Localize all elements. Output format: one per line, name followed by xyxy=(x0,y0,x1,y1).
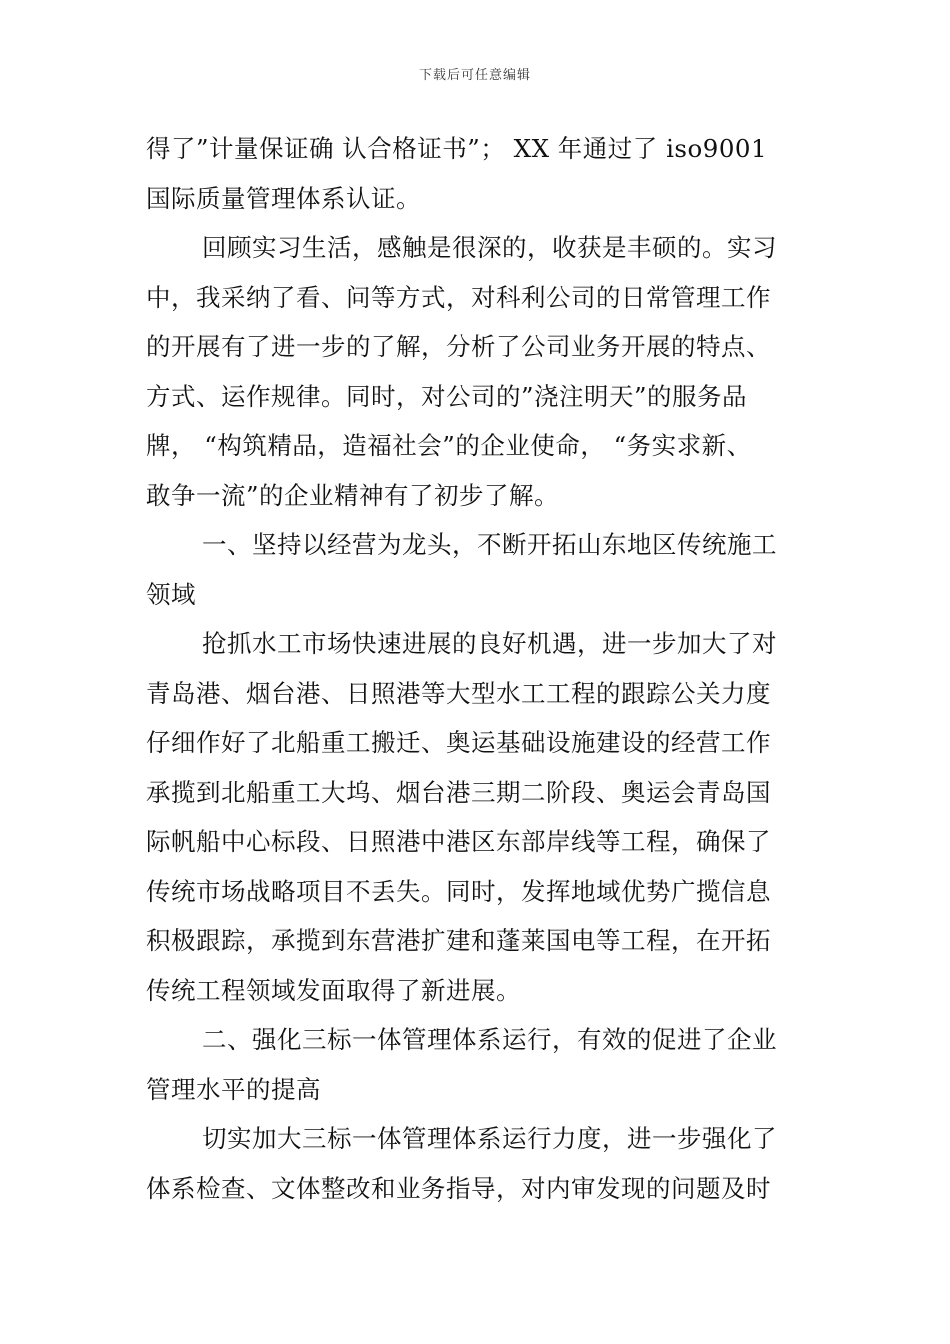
text-line: 承揽到北船重工大坞、烟台港三期二阶段、奥运会青岛国 xyxy=(146,777,771,807)
text-line: 积极跟踪，承揽到东营港扩建和蓬莱国电等工程，在开拓 xyxy=(146,926,771,955)
header-note: 下载后可任意编辑 xyxy=(418,68,531,83)
text-line: 得了”计量保证确 认合格证书”； XX 年通过了 iso9001 xyxy=(146,134,768,163)
section-heading-line: 二、强化三标一体管理体系运行，有效的促进了企业 xyxy=(202,1025,777,1054)
text-line: 方式、运作规律。同时，对公司的”浇注明天”的服务品 xyxy=(146,381,748,411)
section-heading-line: 管理水平的提高 xyxy=(146,1074,321,1104)
text-line: 仔细作好了北船重工搬迁、奥运基础设施建设的经营工作 xyxy=(146,728,771,757)
text-line: 际帆船中心标段、日照港中港区东部岸线等工程，确保了 xyxy=(146,827,771,856)
text-line: 抢抓水工市场快速进展的良好机遇，进一步加大了对 xyxy=(202,629,777,658)
text-line: 传统工程领域发面取得了新进展。 xyxy=(146,975,521,1005)
text-line: 的开展有了进一步的了解，分析了公司业务开展的特点、 xyxy=(146,332,771,361)
text-line: 中，我采纳了看、问等方式，对科利公司的日常管理工作 xyxy=(146,282,771,312)
document-body xyxy=(146,124,826,1213)
text-line: 体系检查、文体整改和业务指导，对内审发现的问题及时 xyxy=(146,1173,771,1203)
text-line: 青岛港、烟台港、日照港等大型水工工程的跟踪公关力度 xyxy=(146,678,771,708)
text-line: 切实加大三标一体管理体系运行力度，进一步强化了 xyxy=(202,1124,777,1153)
text-line: 牌， “构筑精品，造福社会”的企业使命， “务实求新、 xyxy=(146,431,752,460)
text-line: 国际质量管理体系认证。 xyxy=(146,183,421,213)
text-line: 敢争一流”的企业精神有了初步了解。 xyxy=(146,480,560,510)
text-line: 传统市场战略项目不丢失。同时，发挥地域优势广揽信息 xyxy=(146,876,771,906)
text-line: 回顾实习生活，感触是很深的，收获是丰硕的。实习 xyxy=(202,233,777,262)
section-heading-line: 一、坚持以经营为龙头，不断开拓山东地区传统施工 xyxy=(202,530,777,559)
section-heading-line: 领域 xyxy=(146,579,196,609)
